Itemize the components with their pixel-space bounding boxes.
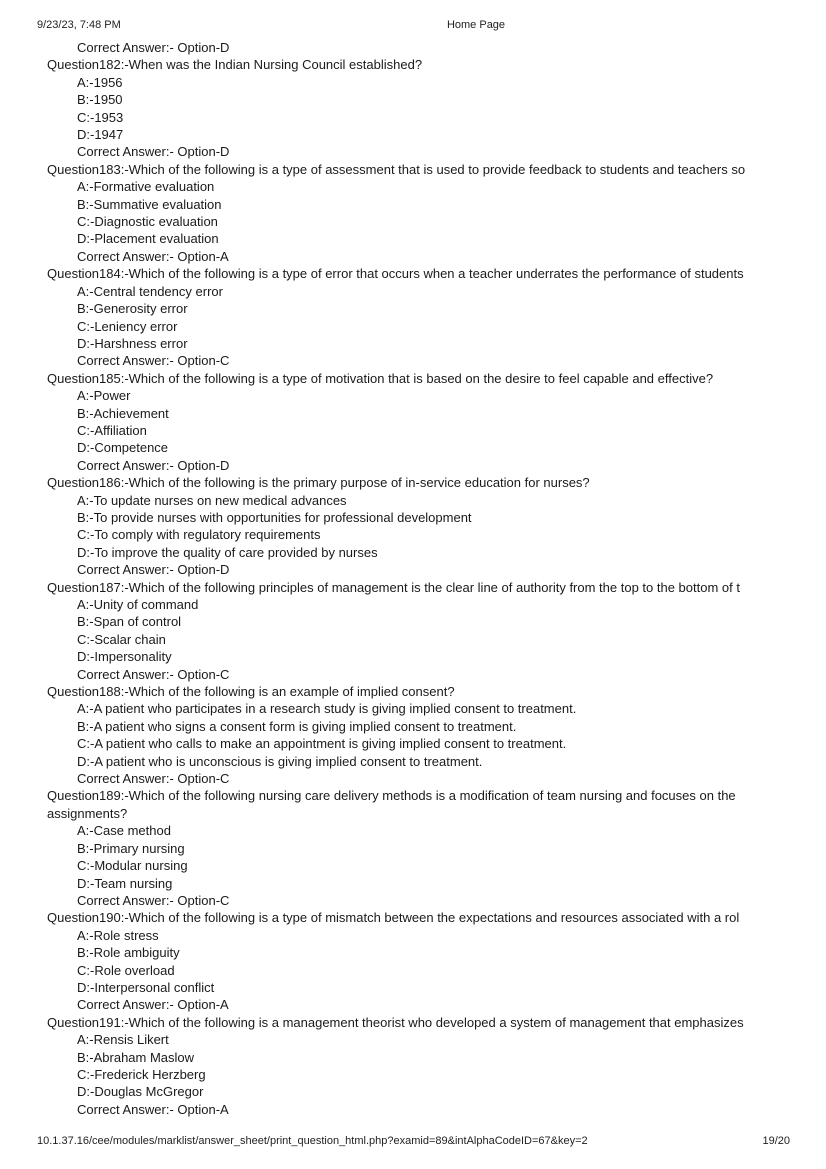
answer-option: A:-Power bbox=[77, 388, 131, 404]
answer-option: B:-Span of control bbox=[77, 614, 182, 630]
answer-option: C:-Frederick Herzberg bbox=[77, 1066, 206, 1082]
question-text: Question186:-Which of the following is the primary purpose of in-service education for nurses? bbox=[47, 475, 590, 491]
correct-answer: Correct Answer:- Option-A bbox=[77, 248, 229, 264]
answer-option: D:-Team nursing bbox=[77, 875, 173, 891]
answer-option: B:-Primary nursing bbox=[77, 840, 185, 856]
question-text: Question184:-Which of the following is a type of error that occurs when a teacher underrates the performance of students bbox=[47, 266, 744, 282]
page-url: 10.1.37.16/cee/modules/marklist/answer_sheet/print_question_html.php?examid=89&intAlphaCodeID=67&key=2 bbox=[37, 1135, 588, 1147]
answer-option: D:-Impersonality bbox=[77, 649, 172, 665]
answer-option: C:-Affiliation bbox=[77, 422, 147, 438]
page-title: Home Page bbox=[446, 19, 506, 31]
correct-answer: Correct Answer:- Option-C bbox=[77, 666, 230, 682]
answer-option: B:-Generosity error bbox=[77, 301, 188, 317]
question-text: assignments? bbox=[47, 805, 128, 821]
correct-answer: Correct Answer:- Option-D bbox=[77, 144, 230, 160]
answer-option: D:-A patient who is unconscious is giving implied consent to treatment. bbox=[77, 753, 483, 769]
question-text: Question185:-Which of the following is a type of motivation that is based on the desire to feel capable and effective? bbox=[47, 370, 714, 386]
answer-option: D:-To improve the quality of care provided by nurses bbox=[77, 544, 378, 560]
correct-answer: Correct Answer:- Option-A bbox=[77, 1101, 229, 1117]
answer-option: C:-Modular nursing bbox=[77, 858, 188, 874]
question-list bbox=[0, 39, 788, 1118]
answer-option: A:-Role stress bbox=[77, 927, 159, 943]
answer-option: A:-1956 bbox=[77, 74, 123, 90]
question-text: Question182:-When was the Indian Nursing Council established? bbox=[47, 57, 423, 73]
answer-option: C:-1953 bbox=[77, 109, 124, 125]
question-text: Question187:-Which of the following principles of management is the clear line of authority from the top to the bottom of t bbox=[47, 579, 740, 595]
answer-option: A:-A patient who participates in a research study is giving implied consent to treatment. bbox=[77, 701, 577, 717]
answer-option: D:-Harshness error bbox=[77, 335, 188, 351]
answer-option: B:-1950 bbox=[77, 92, 123, 108]
question-text: Question189:-Which of the following nursing care delivery methods is a modification of team nursing and focuses on the bbox=[47, 788, 736, 804]
answer-option: B:-Abraham Maslow bbox=[77, 1049, 195, 1065]
answer-option: D:-Interpersonal conflict bbox=[77, 979, 215, 995]
page-number: 19/20 bbox=[762, 1135, 790, 1147]
answer-option: A:-To update nurses on new medical advances bbox=[77, 492, 347, 508]
answer-option: A:-Formative evaluation bbox=[77, 179, 215, 195]
correct-answer: Correct Answer:- Option-C bbox=[77, 892, 230, 908]
answer-option: C:-A patient who calls to make an appointment is giving implied consent to treatment. bbox=[77, 736, 567, 752]
answer-option: C:-Diagnostic evaluation bbox=[77, 214, 218, 230]
answer-option: D:-1947 bbox=[77, 127, 124, 143]
answer-option: D:-Placement evaluation bbox=[77, 231, 219, 247]
answer-option: A:-Unity of command bbox=[77, 597, 199, 612]
correct-answer: Correct Answer:- Option-D bbox=[77, 40, 230, 55]
question-text: Question190:-Which of the following is a type of mismatch between the expectations and resources associated with a rol bbox=[47, 910, 740, 926]
answer-option: C:-Leniency error bbox=[77, 318, 178, 334]
answer-option: C:-To comply with regulatory requirements bbox=[77, 527, 321, 543]
answer-option: A:-Rensis Likert bbox=[77, 1032, 169, 1048]
answer-option: A:-Central tendency error bbox=[77, 283, 223, 299]
answer-option: A:-Case method bbox=[77, 823, 171, 839]
print-datetime: 9/23/23, 7:48 PM bbox=[37, 19, 121, 31]
correct-answer: Correct Answer:- Option-C bbox=[77, 353, 230, 369]
correct-answer: Correct Answer:- Option-D bbox=[77, 562, 230, 578]
question-text: Question183:-Which of the following is a type of assessment that is used to provide feedback to students and teachers so bbox=[47, 161, 746, 177]
question-text: Question191:-Which of the following is a management theorist who developed a system of management that emphasizes bbox=[47, 1014, 744, 1030]
answer-option: B:-Achievement bbox=[77, 405, 169, 421]
answer-option: C:-Scalar chain bbox=[77, 631, 166, 647]
answer-option: B:-To provide nurses with opportunities for professional development bbox=[77, 509, 472, 525]
answer-option: D:-Douglas McGregor bbox=[77, 1084, 204, 1100]
answer-option: D:-Competence bbox=[77, 440, 169, 456]
correct-answer: Correct Answer:- Option-C bbox=[77, 771, 230, 787]
answer-option: B:-A patient who signs a consent form is giving implied consent to treatment. bbox=[77, 718, 517, 734]
correct-answer: Correct Answer:- Option-A bbox=[77, 997, 229, 1013]
question-text: Question188:-Which of the following is an example of implied consent? bbox=[47, 684, 455, 700]
answer-option: B:-Summative evaluation bbox=[77, 196, 222, 212]
answer-option: C:-Role overload bbox=[77, 962, 175, 978]
answer-option: B:-Role ambiguity bbox=[77, 945, 180, 961]
correct-answer: Correct Answer:- Option-D bbox=[77, 457, 230, 473]
